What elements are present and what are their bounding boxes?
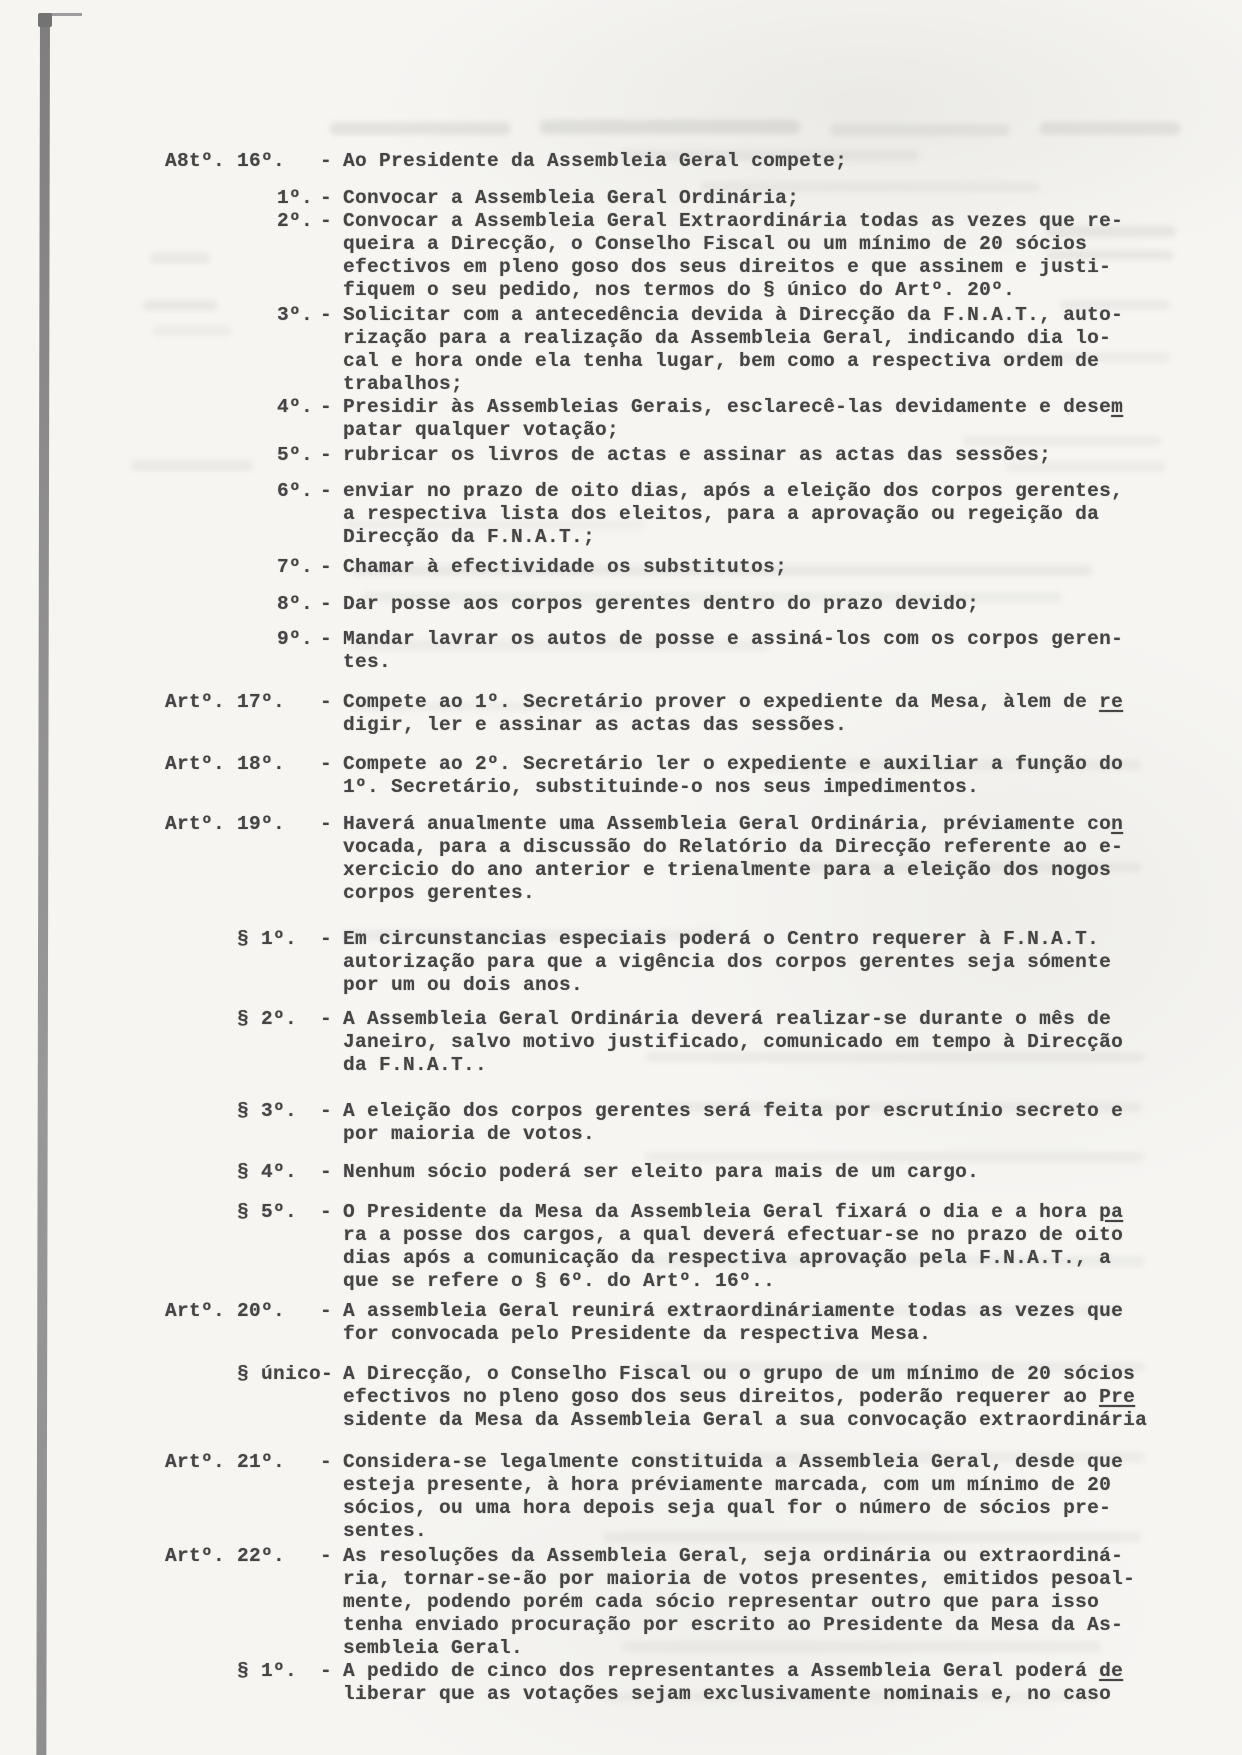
dash-separator: - xyxy=(320,1660,333,1682)
item-number-label: 6º. xyxy=(277,480,314,502)
document-line: a respectiva lista dos eleitos, para a aprovação ou regeição da xyxy=(343,503,1100,525)
document-line: Compete ao 2º. Secretário ler o expediente e auxiliar a função do xyxy=(343,753,1124,775)
document-line: Solicitar com a antecedência devida à Direcção da F.N.A.T., auto- xyxy=(343,304,1124,326)
paragraph-label: § 5º. xyxy=(237,1201,298,1223)
block-text xyxy=(343,1201,1242,1293)
dash-separator: - xyxy=(320,593,333,615)
document-line: vocada, para a discussão do Relatório da Direcção referente ao e- xyxy=(343,836,1124,858)
document-line: sembleia Geral. xyxy=(343,1637,524,1659)
block-text xyxy=(343,628,1242,674)
document-line: fiquem o seu pedido, nos termos do § único do Artº. 20º. xyxy=(343,279,1016,301)
line-text: O Presidente da Mesa da Assembleia Geral fixará o dia e a hora xyxy=(343,1201,1100,1223)
document-line: ra a posse dos cargos, a qual deverá efectuar-se no prazo de oito xyxy=(343,1224,1124,1246)
document-line: da F.N.A.T.. xyxy=(343,1054,488,1076)
dash-separator: - xyxy=(320,1100,333,1122)
document-line: liberar que as votações sejam exclusivamente nominais e, no caso xyxy=(343,1683,1112,1705)
article-label: Artº. 19º. xyxy=(165,813,286,835)
block-text xyxy=(343,150,1242,173)
dash-separator: - xyxy=(320,1545,333,1567)
underlined-fragment: pa xyxy=(1099,1201,1124,1223)
block-text xyxy=(343,187,1242,210)
dash-separator: - xyxy=(320,187,333,209)
document-body xyxy=(0,150,1242,1706)
document-block xyxy=(0,480,1242,549)
document-line: A Assembleia Geral Ordinária deverá realizar-se durante o mês de xyxy=(343,1008,1112,1030)
dash-separator: - xyxy=(320,691,333,713)
document-line xyxy=(343,1660,1242,1683)
document-line: que se refere o § 6º. do Artº. 16º.. xyxy=(343,1270,776,1292)
block-text xyxy=(343,556,1242,579)
document-block xyxy=(0,753,1242,799)
document-block xyxy=(0,1201,1242,1293)
article-label: Artº. 17º. xyxy=(165,691,286,713)
document-line xyxy=(343,1386,1242,1409)
document-line: A eleição dos corpos gerentes será feita por escrutínio secreto e xyxy=(343,1100,1124,1122)
document-line: sentes. xyxy=(343,1520,428,1542)
document-block xyxy=(0,928,1242,997)
dash-separator: - xyxy=(320,1201,333,1223)
block-text xyxy=(343,1008,1242,1077)
document-line: trabalhos; xyxy=(343,373,464,395)
paragraph-label: § 1º. xyxy=(237,1660,298,1682)
document-block xyxy=(0,210,1242,302)
document-line: Direcção da F.N.A.T.; xyxy=(343,526,596,548)
line-text: efectivos no pleno goso dos seus direitos, poderão requerer ao xyxy=(343,1386,1100,1408)
document-line: enviar no prazo de oito dias, após a eleição dos corpos gerentes, xyxy=(343,480,1124,502)
item-number-label: 1º. xyxy=(277,187,314,209)
block-text xyxy=(343,1660,1242,1706)
document-line: Em circunstancias especiais poderá o Centro requerer à F.N.A.T. xyxy=(343,928,1100,950)
document-block xyxy=(0,691,1242,737)
document-block xyxy=(0,444,1242,467)
document-line: Ao Presidente da Assembleia Geral compete; xyxy=(343,150,848,172)
document-block xyxy=(0,396,1242,442)
item-number-label: 3º. xyxy=(277,304,314,326)
item-number-label: 5º. xyxy=(277,444,314,466)
document-line: Nenhum sócio poderá ser eleito para mais de um cargo. xyxy=(343,1161,980,1183)
document-line: As resoluções da Assembleia Geral, seja ordinária ou extraordiná- xyxy=(343,1545,1124,1567)
document-line: esteja presente, à hora préviamente marcada, com um mínimo de 20 xyxy=(343,1474,1112,1496)
block-text xyxy=(343,928,1242,997)
dash-separator: - xyxy=(320,1008,333,1030)
dash-separator: - xyxy=(320,628,333,650)
document-line: 1º. Secretário, substituinde-o nos seus impedimentos. xyxy=(343,776,980,798)
document-line: por um ou dois anos. xyxy=(343,974,584,996)
document-line: tenha enviado procuração por escrito ao Presidente da Mesa da As- xyxy=(343,1614,1124,1636)
document-block xyxy=(0,1100,1242,1146)
dash-separator: - xyxy=(320,1451,333,1473)
document-line: Chamar à efectividade os substitutos; xyxy=(343,556,788,578)
paragraph-label: § 2º. xyxy=(237,1008,298,1030)
document-line: Janeiro, salvo motivo justificado, comunicado em tempo à Direcção xyxy=(343,1031,1124,1053)
document-line: Mandar lavrar os autos de posse e assiná-los com os corpos geren- xyxy=(343,628,1124,650)
document-line: Dar posse aos corpos gerentes dentro do prazo devido; xyxy=(343,593,980,615)
line-text: Presidir às Assembleias Gerais, esclarecê-las devidamente e dese xyxy=(343,396,1112,418)
document-line: Considera-se legalmente constituida a Assembleia Geral, desde que xyxy=(343,1451,1124,1473)
document-line: Convocar a Assembleia Geral Extraordinária todas as vezes que re- xyxy=(343,210,1124,232)
underlined-fragment: de xyxy=(1099,1660,1124,1682)
block-text xyxy=(343,813,1242,905)
item-number-label: 4º. xyxy=(277,396,314,418)
document-block xyxy=(0,556,1242,579)
document-line: sidente da Mesa da Assembleia Geral a sua convocação extraordinária xyxy=(343,1409,1148,1431)
dash-separator: - xyxy=(320,396,333,418)
block-text xyxy=(343,396,1242,442)
block-text xyxy=(343,304,1242,396)
document-line: ria, tornar-se-ão por maioria de votos presentes, emitidos pesoal- xyxy=(343,1568,1136,1590)
article-label: Artº. 21º. xyxy=(165,1451,286,1473)
paragraph-label: § 4º. xyxy=(237,1161,298,1183)
document-line: tes. xyxy=(343,651,392,673)
dash-separator: - xyxy=(320,556,333,578)
dash-separator: - xyxy=(320,444,333,466)
document-block xyxy=(0,813,1242,905)
block-text xyxy=(343,1100,1242,1146)
document-line xyxy=(343,691,1242,714)
dash-separator: - xyxy=(320,150,333,172)
document-block xyxy=(0,1660,1242,1706)
article-label: Artº. 18º. xyxy=(165,753,286,775)
document-block xyxy=(0,1300,1242,1346)
ghost-text-bar xyxy=(830,124,1010,136)
document-line: A assembleia Geral reunirá extraordináriamente todas as vezes que xyxy=(343,1300,1124,1322)
item-number-label: 8º. xyxy=(277,593,314,615)
article-label: A8tº. 16º. xyxy=(165,150,286,172)
document-line: mente, podendo porém cada sócio representar outro que para isso xyxy=(343,1591,1100,1613)
paragraph-label: § único- xyxy=(237,1363,334,1385)
ghost-text-bar xyxy=(1040,122,1180,135)
block-text xyxy=(343,1363,1242,1432)
block-text xyxy=(343,1161,1242,1184)
underlined-fragment: Pre xyxy=(1099,1386,1136,1408)
item-number-label: 2º. xyxy=(277,210,314,232)
document-line: autorização para que a vigência dos corpos gerentes seja sómente xyxy=(343,951,1112,973)
block-text xyxy=(343,691,1242,737)
document-line: queira a Direcção, o Conselho Fiscal ou um mínimo de 20 sócios xyxy=(343,233,1088,255)
document-line: digir, ler e assinar as actas das sessões. xyxy=(343,714,848,736)
underlined-fragment: m xyxy=(1111,396,1124,418)
document-line xyxy=(343,813,1242,836)
block-text xyxy=(343,1300,1242,1346)
document-line: corpos gerentes. xyxy=(343,882,536,904)
document-block xyxy=(0,150,1242,173)
line-text: Compete ao 1º. Secretário prover o expediente da Mesa, àlem de xyxy=(343,691,1100,713)
dash-separator: - xyxy=(320,1300,333,1322)
document-block xyxy=(0,1008,1242,1077)
dash-separator: - xyxy=(320,928,333,950)
document-line: efectivos em pleno goso dos seus direitos e que assinem e justi- xyxy=(343,256,1112,278)
document-line xyxy=(343,1201,1242,1224)
line-text: A pedido de cinco dos representantes a Assembleia Geral poderá xyxy=(343,1660,1100,1682)
item-number-label: 7º. xyxy=(277,556,314,578)
document-block xyxy=(0,1161,1242,1184)
document-line: A Direcção, o Conselho Fiscal ou o grupo de um mínimo de 20 sócios xyxy=(343,1363,1136,1385)
block-text xyxy=(343,753,1242,799)
ghost-text-bar xyxy=(330,122,510,135)
dash-separator: - xyxy=(320,210,333,232)
dash-separator: - xyxy=(320,813,333,835)
document-line xyxy=(343,396,1242,419)
document-line: rização para a realização da Assembleia Geral, indicando dia lo- xyxy=(343,327,1112,349)
item-number-label: 9º. xyxy=(277,628,314,650)
document-line: sócios, ou uma hora depois seja qual for o número de sócios pre- xyxy=(343,1497,1112,1519)
document-line: patar qualquer votação; xyxy=(343,419,620,441)
document-line: for convocada pelo Presidente da respectiva Mesa. xyxy=(343,1323,932,1345)
dash-separator: - xyxy=(320,753,333,775)
block-text xyxy=(343,593,1242,616)
document-block xyxy=(0,628,1242,674)
paragraph-label: § 3º. xyxy=(237,1100,298,1122)
article-label: Artº. 20º. xyxy=(165,1300,286,1322)
document-line: por maioria de votos. xyxy=(343,1123,596,1145)
document-block xyxy=(0,1545,1242,1660)
block-text xyxy=(343,1451,1242,1543)
document-block xyxy=(0,1451,1242,1543)
ghost-text-bar xyxy=(540,120,800,134)
paragraph-label: § 1º. xyxy=(237,928,298,950)
binding-top-mark xyxy=(38,13,52,27)
document-block xyxy=(0,1363,1242,1432)
block-text xyxy=(343,444,1242,467)
document-line: xercicio do ano anterior e trienalmente para a eleição dos nogos xyxy=(343,859,1112,881)
document-block xyxy=(0,593,1242,616)
document-line: cal e hora onde ela tenha lugar, bem como a respectiva ordem de xyxy=(343,350,1100,372)
article-label: Artº. 22º. xyxy=(165,1545,286,1567)
underlined-fragment: re xyxy=(1099,691,1124,713)
document-line: Convocar a Assembleia Geral Ordinária; xyxy=(343,187,800,209)
dash-separator: - xyxy=(320,1161,333,1183)
block-text xyxy=(343,1545,1242,1660)
document-block xyxy=(0,304,1242,396)
dash-separator: - xyxy=(320,480,333,502)
block-text xyxy=(343,210,1242,302)
underlined-fragment: n xyxy=(1111,813,1124,835)
dash-separator: - xyxy=(320,304,333,326)
document-line: dias após a comunicação da respectiva aprovação pela F.N.A.T., a xyxy=(343,1247,1112,1269)
document-line: rubricar os livros de actas e assinar as actas das sessões; xyxy=(343,444,1052,466)
document-block xyxy=(0,187,1242,210)
block-text xyxy=(343,480,1242,549)
line-text: Haverá anualmente uma Assembleia Geral Ordinária, préviamente co xyxy=(343,813,1112,835)
